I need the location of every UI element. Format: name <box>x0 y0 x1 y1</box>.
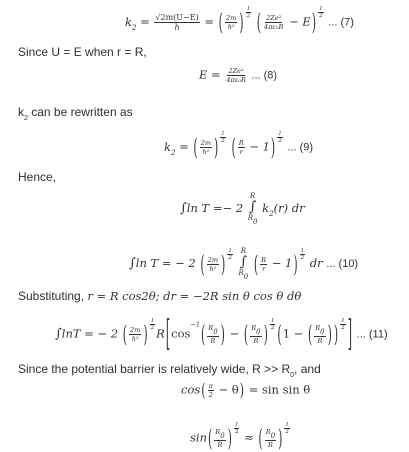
equation-7: $k_2$ = $\frac{√2m(U-E)}{h}$ = ( $\frac{2m}{\text{h²}}$ ) $^{\frac{1}{2}}$ ( $\frac{\text{2Ze²}}{\text{4πε₀R}}$ − E) $^{\frac{1}{2}}$ ... (7) <box>125 6 354 37</box>
eq11-number: ... (11) <box>356 328 388 341</box>
equation-integral-k2: ∫ln T =− 2 R ∫ R0 $k_2(r)$ dr <box>180 192 305 226</box>
eq7-fraction-sqrt: $\frac{√2m(U-E)}{h}$ <box>155 13 199 32</box>
eq10-number: ... (10) <box>326 258 359 270</box>
eq7-fraction-2m-h2: $\frac{2m}{\text{h²}}$ <box>225 14 237 31</box>
eq7-number: ... (7) <box>328 16 354 29</box>
text-k2-rewritten: $k_2$ can be rewritten as <box>18 105 133 122</box>
text-since-u-equals-e: Since U = E when r = R, <box>18 45 147 59</box>
text-barrier-wide: Since the potential barrier is relatively wide, $R >> R_0$, and <box>18 362 321 379</box>
equation-cos-identity: cos( $\frac{\pi}{2}$ − θ) = sin sin θ <box>181 380 311 401</box>
equation-11: ∫lnT = − 2 ( $\frac{2m}{\text{h²}}$ ) $^{\frac{1}{2}}$ $R[\cos^{-1}$( $\frac{R0}{R}$ ) − ( $\frac{R0}{R}$ ) $^{\frac{1}{2}}$ (1 − ( $\frac{R0}{R}$ ) ) $^{\frac{1}{2}}$ ] ... (11) <box>55 313 388 356</box>
equation-sin-approx: sin( $\frac{R0}{R}$ ) $^{\frac{1}{2}}$ ≈ ( $\frac{R0}{R}$ ) $^{\frac{1}{2}}$ <box>190 422 289 452</box>
eq8-fraction: $\frac{\text{2Ze²}}{\text{4πε₀R}}$ <box>226 67 246 84</box>
eq8-number: ... (8) <box>251 69 278 82</box>
eq7-fraction-coulomb: $\frac{\text{2Ze²}}{\text{4πε₀R}}$ <box>264 14 284 31</box>
equation-10: ∫ln T = − 2 ( $\frac{2m}{\text{h²}}$ ) $^{\frac{1}{2}}$ R ∫ R0 ( $\frac{R}{r}$ − 1) $^{\frac{1}{2}}$ dr ... (10) <box>129 247 359 281</box>
text-hence: Hence, <box>18 170 57 184</box>
eq7-lhs: $k_2$ <box>125 14 137 32</box>
equation-9: $k_2$ = ( $\frac{2m}{\text{h²}}$ ) $^{\frac{1}{2}}$ ( $\frac{R}{r}$ − 1) $^{\frac{1}{2}}$ ... (9) <box>164 131 314 162</box>
text-substituting: Substituting, r = R cos2θ; dr = −2R sin θ cos θ dθ <box>18 289 302 303</box>
eq9-number: ... (9) <box>287 141 314 154</box>
equation-8: E = $\frac{\text{2Ze²}}{\text{4πε₀R}}$ ... (8) <box>199 67 278 84</box>
